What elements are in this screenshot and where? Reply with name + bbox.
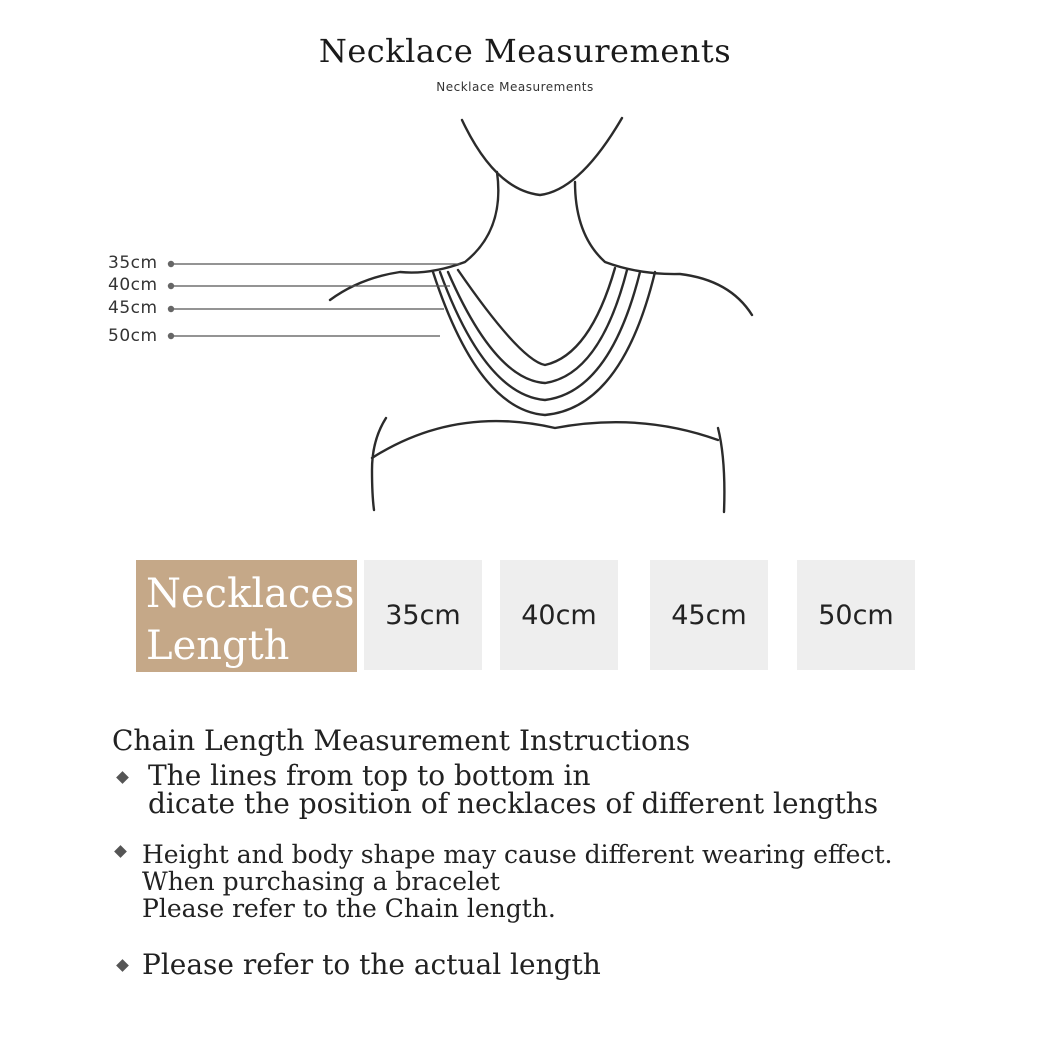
table-header-line2: Length [146, 623, 290, 669]
instruction-bullet-2 [142, 841, 892, 922]
instruction-2-line2: When purchasing a bracelet [142, 867, 500, 896]
page-title: Necklace Measurements [318, 32, 732, 70]
marker-label-35cm: 35cm [108, 253, 158, 273]
left-torso [372, 418, 386, 510]
length-cell-50cm: 50cm [797, 560, 915, 670]
right-neck-shoulder [575, 182, 752, 315]
bullet-diamond-icon [114, 845, 127, 858]
left-neck-shoulder [330, 172, 498, 300]
marker-label-40cm: 40cm [108, 275, 158, 295]
length-cell-45cm: 45cm [650, 560, 768, 670]
guide-dot-45cm [168, 306, 174, 312]
instruction-1-line2: dicate the position of necklaces of different lengths [148, 787, 879, 820]
table-header-line1: Necklaces [146, 571, 355, 617]
marker-label-50cm: 50cm [108, 326, 158, 346]
table-header-cell [136, 560, 357, 672]
bullet-diamond-icon [116, 959, 129, 972]
instruction-3-line1: Please refer to the actual length [142, 948, 601, 981]
page-subtitle: Necklace Measurements [436, 80, 594, 94]
instruction-2-line3: Please refer to the Chain length. [142, 894, 556, 923]
instruction-bullet-3 [142, 950, 601, 980]
chin-outline [462, 118, 622, 195]
instruction-bullet-1 [148, 759, 879, 820]
necklace-50cm [433, 272, 655, 415]
guide-dot-35cm [168, 261, 174, 267]
instruction-1-line1: The lines from top to bottom in [148, 759, 591, 792]
length-cell-35cm: 35cm [364, 560, 482, 670]
length-cell-40cm: 40cm [500, 560, 618, 670]
marker-label-45cm: 45cm [108, 298, 158, 318]
guide-dot-50cm [168, 333, 174, 339]
necklace-35cm [458, 268, 615, 365]
instructions-title: Chain Length Measurement Instructions [112, 724, 691, 757]
bullet-diamond-icon [116, 771, 129, 784]
necklace-45cm [440, 272, 640, 400]
guide-dot-40cm [168, 283, 174, 289]
chest-outline [372, 421, 718, 458]
instruction-2-line1: Height and body shape may cause different wearing effect. [142, 840, 893, 869]
